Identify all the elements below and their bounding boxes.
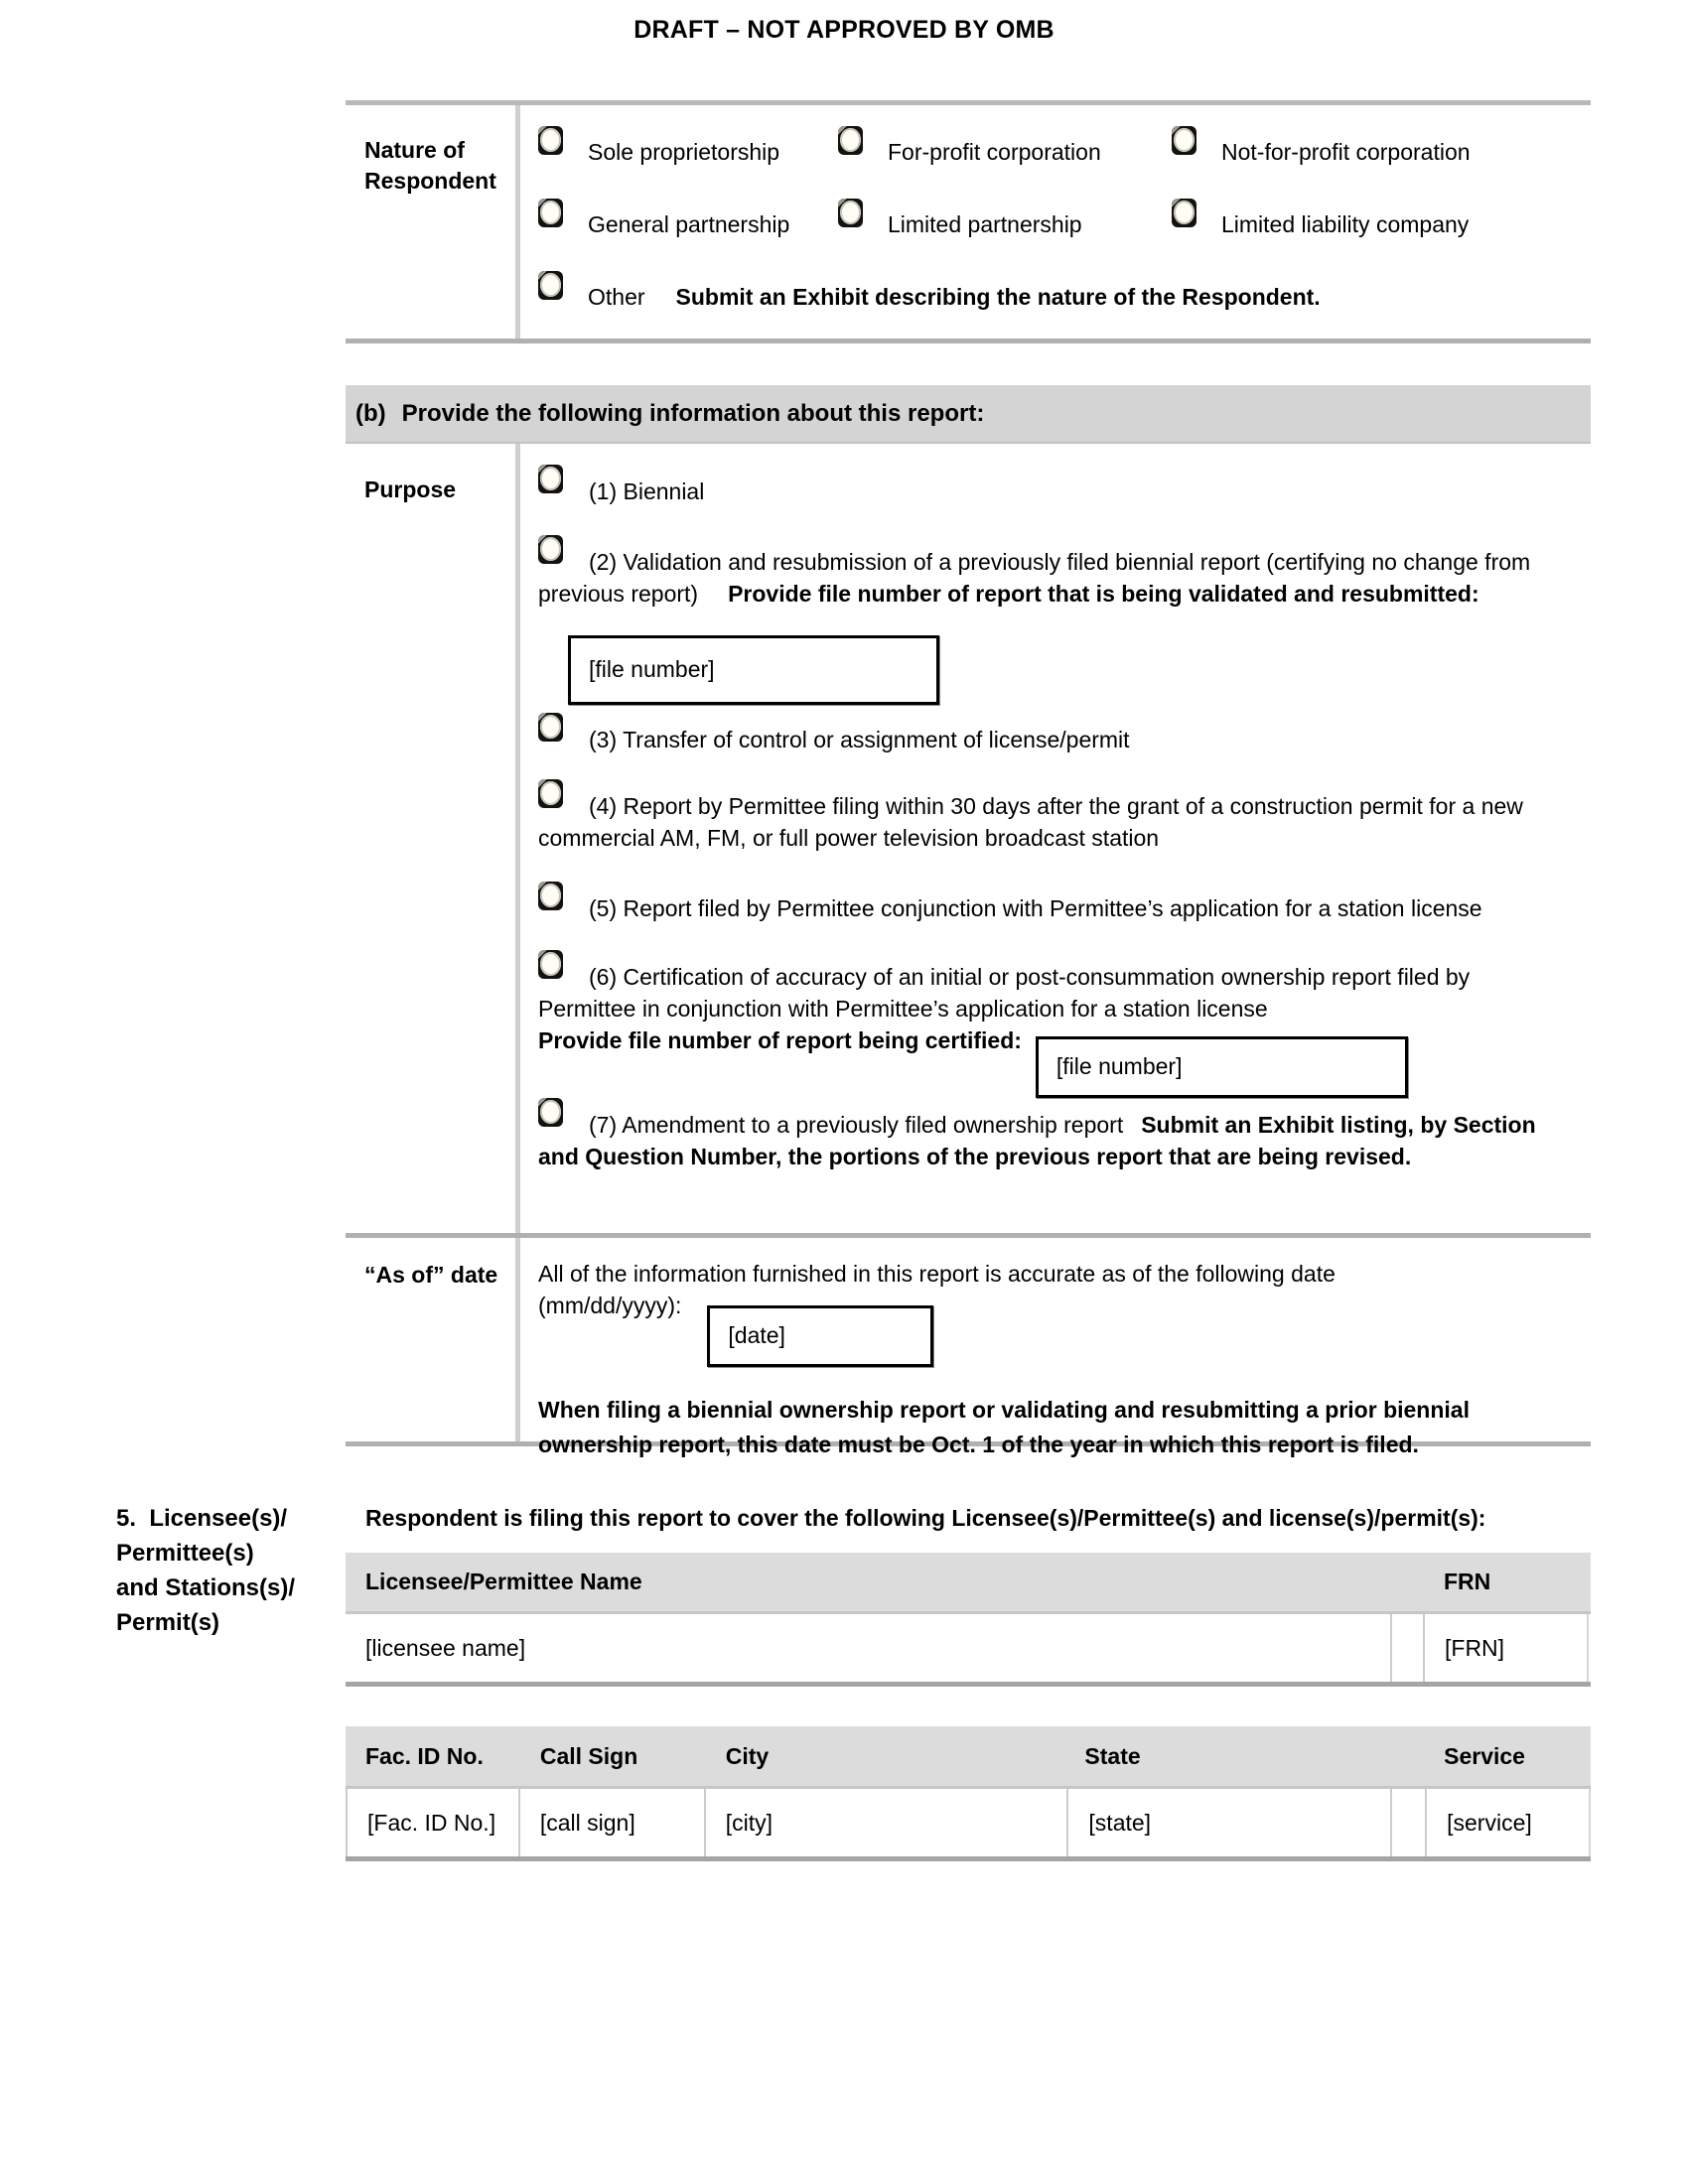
purpose-option-2-text: (2) Validation and resubmission of a previously filed biennial report (certifying no change from previous report) [538, 549, 1531, 607]
licensee-name-header: Licensee/Permittee Name [365, 1569, 642, 1594]
service-header: Service [1444, 1742, 1525, 1769]
purpose-option-7-text: (7) Amendment to a previously filed ownership report [589, 1112, 1124, 1138]
section-5-label-line3: and Stations(s)/ [116, 1574, 296, 1601]
option-label: Not-for-profit corporation [1221, 139, 1471, 165]
licensee-table-header [346, 1553, 1591, 1614]
section-5-label-line4: Permit(s) [116, 1609, 220, 1636]
option-label: Limited partnership [888, 211, 1082, 237]
purpose-option-3[interactable] [538, 719, 1569, 755]
section-5-label-line2: Permittee(s) [116, 1540, 254, 1567]
purpose-option-4-text: (4) Report by Permittee filing within 30 days after the grant of a construction permit for a new commercial AM, FM, or full power television broadcast station [538, 793, 1523, 851]
radio-purpose-3-icon[interactable] [538, 713, 563, 742]
radio-sole-proprietorship-icon[interactable] [538, 126, 563, 155]
licensee-table [346, 1553, 1591, 1687]
facility-id-cell[interactable]: [Fac. ID No.] [346, 1789, 520, 1856]
frn-header: FRN [1444, 1569, 1491, 1594]
purpose-option-6-text: (6) Certification of accuracy of an initial or post-consummation ownership report filed by Permittee in conjunction with Permittee’s application for a station license [538, 964, 1471, 1022]
radio-purpose-6-icon[interactable] [538, 950, 563, 979]
nature-row-2 [538, 205, 1569, 244]
nature-options [520, 105, 1591, 339]
radio-limited-partnership-icon[interactable] [838, 199, 863, 227]
station-table-header [346, 1726, 1591, 1789]
purpose-option-1[interactable] [538, 471, 1569, 507]
option-limited-liability-company[interactable] [1172, 205, 1569, 244]
purpose-option-2-instruction: Provide file number of report that is being validated and resubmitted: [728, 581, 1479, 607]
section-5-label-line1: 5. Licensee(s)/ [116, 1505, 288, 1532]
purpose-option-3-text: (3) Transfer of control or assignment of license/permit [589, 727, 1130, 752]
as-of-date-section [346, 1238, 1591, 1457]
radio-purpose-1-icon[interactable] [538, 465, 563, 493]
purpose-options [520, 444, 1591, 1233]
nature-of-respondent-section [346, 100, 1591, 343]
section-b-prefix: (b) [355, 399, 386, 427]
station-table [346, 1726, 1591, 1861]
as-of-date-label: “As of” date [346, 1238, 520, 1441]
nature-label-line2: Respondent [364, 168, 496, 194]
option-label: Limited liability company [1221, 211, 1470, 237]
as-of-line1: All of the information furnished in this report is accurate as of the following date [538, 1261, 1336, 1287]
licensee-table-spacer [1392, 1614, 1423, 1682]
station-row-spacer [1392, 1789, 1425, 1856]
nature-label [346, 105, 520, 339]
city-header: City [725, 1742, 770, 1769]
radio-limited-liability-company-icon[interactable] [1172, 199, 1196, 227]
state-cell[interactable]: [state] [1068, 1789, 1392, 1856]
date-input[interactable]: [date] [707, 1305, 933, 1367]
option-label: Sole proprietorship [588, 139, 780, 165]
station-table-row [346, 1789, 1591, 1861]
radio-not-for-profit-corporation-icon[interactable] [1172, 126, 1196, 155]
option-label: General partnership [588, 211, 790, 237]
section-b-header [346, 385, 1591, 444]
nature-label-line1: Nature of [364, 137, 465, 163]
option-for-profit-corporation[interactable] [838, 132, 1172, 172]
section-5-sidebar-label [116, 1501, 364, 1640]
option-general-partnership[interactable] [538, 205, 838, 244]
purpose-option-5-text: (5) Report filed by Permittee conjunction with Permittee’s application for a station license [589, 895, 1482, 921]
option-not-for-profit-corporation[interactable] [1172, 132, 1569, 172]
purpose-label: Purpose [346, 444, 520, 1233]
radio-for-profit-corporation-icon[interactable] [838, 126, 863, 155]
radio-other-icon[interactable] [538, 271, 563, 300]
facility-id-header: Fac. ID No. [365, 1742, 484, 1769]
call-sign-header: Call Sign [539, 1742, 638, 1769]
as-of-date-statement [538, 1258, 1569, 1367]
licensee-table-row [346, 1614, 1591, 1687]
file-number-input-certified[interactable]: [file number] [1036, 1036, 1408, 1098]
as-of-date-content [520, 1238, 1591, 1457]
nature-row-1 [538, 132, 1569, 172]
other-exhibit-note: Submit an Exhibit describing the nature of the Respondent. [675, 284, 1321, 310]
radio-purpose-7-icon[interactable] [538, 1098, 563, 1127]
state-header: State [1084, 1742, 1141, 1769]
as-of-date-note: When filing a biennial ownership report or validating and resubmitting a prior biennial ownership report, this date must be Oct. 1 of the year in which this report is filed. [538, 1397, 1470, 1457]
licensee-name-cell[interactable]: [licensee name] [346, 1614, 1392, 1682]
option-limited-partnership[interactable] [838, 205, 1172, 244]
option-label: Other [588, 284, 645, 310]
call-sign-cell[interactable]: [call sign] [520, 1789, 706, 1856]
radio-purpose-5-icon[interactable] [538, 882, 563, 910]
purpose-section [346, 444, 1591, 1238]
city-cell[interactable]: [city] [706, 1789, 1069, 1856]
option-sole-proprietorship[interactable] [538, 132, 838, 172]
purpose-option-2[interactable] [538, 541, 1569, 705]
purpose-option-7-instruction: Submit an Exhibit listing, by Section and Question Number, the portions of the previous report that are being revised. [538, 1112, 1536, 1169]
purpose-option-1-text: (1) Biennial [589, 478, 705, 504]
service-cell[interactable]: [service] [1425, 1789, 1591, 1856]
purpose-option-5[interactable] [538, 887, 1569, 924]
radio-purpose-4-icon[interactable] [538, 779, 563, 808]
purpose-option-6[interactable] [538, 956, 1569, 1098]
section-b-heading: Provide the following information about this report: [401, 399, 985, 427]
purpose-option-7[interactable] [538, 1104, 1569, 1172]
radio-general-partnership-icon[interactable] [538, 199, 563, 227]
as-of-line2: (mm/dd/yyyy): [538, 1293, 682, 1318]
frn-cell[interactable]: [FRN] [1423, 1614, 1589, 1682]
purpose-option-6-instruction: Provide file number of report being certified: [538, 1027, 1022, 1053]
purpose-option-4[interactable] [538, 785, 1569, 854]
page-title: DRAFT – NOT APPROVED BY OMB [633, 16, 1055, 44]
file-number-input-validated[interactable]: [file number] [568, 635, 939, 705]
radio-purpose-2-icon[interactable] [538, 535, 563, 564]
option-other[interactable] [538, 277, 1569, 317]
option-label: For-profit corporation [888, 139, 1101, 165]
section-5-intro: Respondent is filing this report to cover the following Licensee(s)/Permittee(s) and license(s)/permit(s): [365, 1505, 1486, 1531]
